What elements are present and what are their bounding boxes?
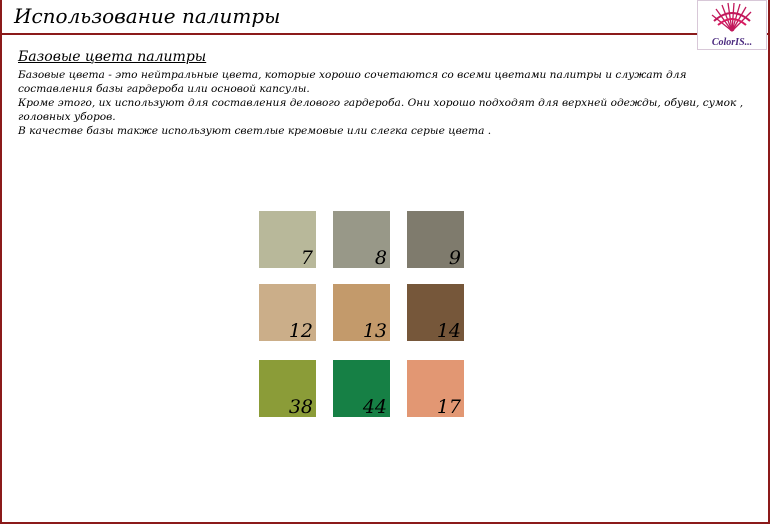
- color-swatch: [259, 360, 316, 417]
- body-paragraph: Базовые цвета - это нейтральные цвета, которые хорошо сочетаются со всеми цветами палитры и служат для составления базы гардероба или основой капсулы.: [18, 69, 687, 95]
- color-swatch: [259, 211, 316, 268]
- logo-text: ColorIS...: [711, 37, 753, 48]
- swatch-number: 13: [362, 320, 387, 342]
- color-swatch-grid: [259, 211, 465, 418]
- swatch-number: 44: [362, 396, 387, 418]
- header-divider: [0, 33, 770, 35]
- swatch-number: 12: [288, 320, 313, 342]
- color-swatch: [407, 360, 464, 417]
- section-body: [18, 68, 746, 138]
- color-swatch: [333, 360, 390, 417]
- swatch-number: 9: [448, 247, 461, 269]
- body-paragraph: В качестве базы также используют светлые кремовые или слегка серые цвета .: [18, 125, 492, 137]
- swatch-number: 17: [436, 396, 461, 418]
- brand-logo: [697, 0, 767, 50]
- section-title: Базовые цвета палитры: [18, 49, 207, 65]
- color-swatch: [333, 211, 390, 268]
- color-swatch: [407, 284, 464, 341]
- swatch-number: 8: [374, 247, 387, 269]
- color-swatch: [259, 284, 316, 341]
- color-swatch: [407, 211, 464, 268]
- page-title: Использование палитры: [14, 4, 281, 28]
- swatch-number: 7: [300, 247, 313, 269]
- swatch-number: 38: [288, 396, 313, 418]
- swatch-number: 14: [436, 320, 461, 342]
- color-swatch: [333, 284, 390, 341]
- body-paragraph: Кроме этого, их используют для составления делового гардероба. Они хорошо подходят для верхней одежды, обуви, сумок , головных уборов.: [18, 97, 744, 123]
